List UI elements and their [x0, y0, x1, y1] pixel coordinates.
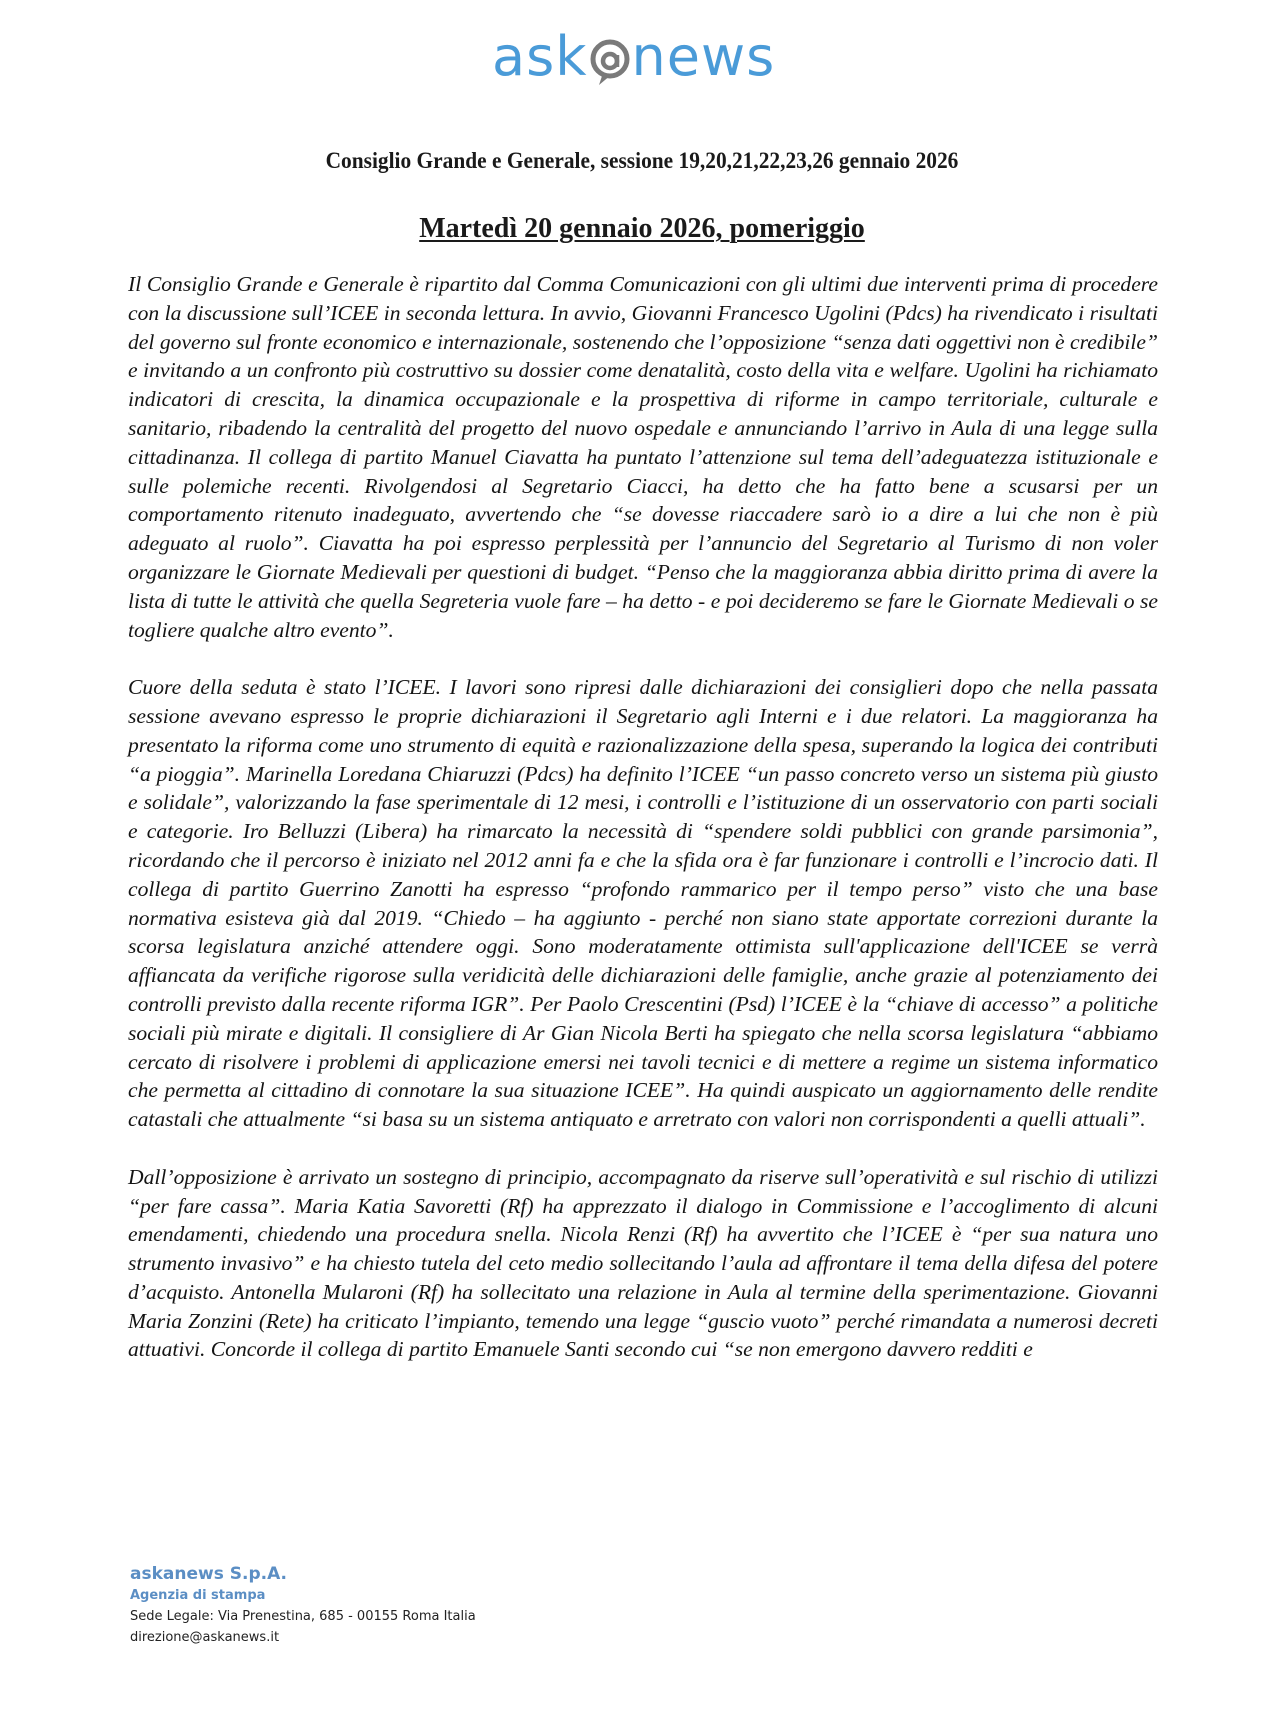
footer-agency-label: Agenzia di stampa [130, 1588, 266, 1603]
footer-email-link[interactable]: direzione@askanews.it [130, 1630, 280, 1645]
article-paragraph: Il Consiglio Grande e Generale è ripartito dal Comma Comunicazioni con gli ultimi due interventi prima di procedere con la discussione sull’ICEE in seconda lettura. In avvio, Giovanni Francesco Ugolini (Pdcs) ha rivendicato i risultati del governo sul fronte economico e internazionale, sostenendo che l’opposizione “senza dati oggettivi non è credibile” e invitando a un confronto più costruttivo su dossier come denatalità, costo della vita e welfare. Ugolini ha richiamato indicatori di crescita, la dinamica occupazionale e la prospettiva di riforme in campo territoriale, culturale e sanitario, ribadendo la centralità del progetto del nuovo ospedale e annunciando l’arrivo in Aula di una legge sulla cittadinanza. Il collega di partito Manuel Ciavatta ha puntato l’attenzione sul tema dell’adeguatezza istituzionale e sulle polemiche recenti. Rivolgendosi al Segretario Ciacci, ha detto che ha fatto bene a scusarsi per un comportamento ritenuto inadeguato, avvertendo che “se dovesse riaccadere sarò io a dire a lui che non è più adeguato al ruolo”. Ciavatta ha poi espresso perplessità per l’annuncio del Segretario al Turismo di non voler organizzare le Giornate Medievali per questioni di budget. “Penso che la maggioranza abbia diritto prima di avere la lista di tutte le attività che quella Segreteria vuole fare – ha detto - e poi decideremo se fare le Giornate Medievali o se togliere qualche altro evento”. [128, 272, 1158, 642]
askanews-logo [492, 24, 812, 90]
article-paragraph: Dall’opposizione è arrivato un sostegno di principio, accompagnato da riserve sull’operatività e sul rischio di utilizzi “per fare cassa”. Maria Katia Savoretti (Rf) ha apprezzato il dialogo in Commissione e l’accoglimento di alcuni emendamenti, chiedendo una procedura snella. Nicola Renzi (Rf) ha avvertito che l’ICEE è “per sua natura uno strumento invasivo” e ha chiesto tutela del ceto medio sollecitando l’aula ad affrontare il tema della difesa del potere d’acquisto. Antonella Mularoni (Rf) ha sollecitato una relazione in Aula al termine della sperimentazione. Giovanni Maria Zonzini (Rete) ha criticato l’impianto, temendo una legge “guscio vuoto” perché rimandata a numerosi decreti attuativi. Concorde il collega di partito Emanuele Santi secondo cui “se non emergono davvero redditi e [128, 1164, 1158, 1362]
session-title: Consiglio Grande e Generale, sessione 19,20,21,22,23,26 gennaio 2026 [325, 148, 959, 173]
article-paragraph: Cuore della seduta è stato l’ICEE. I lavori sono ripresi dalle dichiarazioni dei consiglieri dopo che nella passata sessione avevano espresso le proprie dichiarazioni il Segretario agli Interni e i due relatori. La maggioranza ha presentato la riforma come uno strumento di equità e razionalizzazione della spesa, superando la logica dei contributi “a pioggia”. Marinella Loredana Chiaruzzi (Pdcs) ha definito l’ICEE “un passo concreto verso un sistema più giusto e solidale”, valorizzando la fase sperimentale di 12 mesi, i controlli e l’istituzione di un osservatorio con parti sociali e categorie. Iro Belluzzi (Libera) ha rimarcato la necessità di “spendere soldi pubblici con grande parsimonia”, ricordando che il percorso è iniziato nel 2012 anni fa e che la sfida ora è far funzionare i controlli e l’incrocio dati. Il collega di partito Guerrino Zanotti ha espresso “profondo rammarico per il tempo perso” visto che una base normativa esisteva già dal 2019. “Chiedo – ha aggiunto - perché non siano state apportate correzioni durante la scorsa legislatura anziché attendere oggi. Sono moderatamente ottimista sull'applicazione dell'ICEE se verrà affiancata da verifiche rigorose sulla veridicità delle dichiarazioni delle famiglie, anche grazie al potenziamento dei controlli previsto dalla recente riforma IGR”. Per Paolo Crescentini (Psd) l’ICEE è la “chiave di accesso” a politiche sociali più mirate e digitali. Il consigliere di Ar Gian Nicola Berti ha spiegato che nella scorsa legislatura “abbiamo cercato di risolvere i problemi di applicazione emersi nei tavoli tecnici e di mettere a regime un sistema informatico che permetta al cittadino di connotare la sua situazione ICEE”. Ha quindi auspicato un aggiornamento delle rendite catastali che attualmente “si basa su un sistema antiquato e arretrato con valori non corrispondenti a quelli attuali”. [128, 675, 1158, 1132]
day-title-text: Martedì 20 gennaio 2026, pomeriggio [419, 213, 865, 244]
footer-company-name: askanews S.p.A. [130, 1564, 288, 1584]
logo-text-ask: ask [492, 25, 588, 88]
article-body [128, 270, 1158, 1393]
footer-address: Sede Legale: Via Prenestina, 685 - 00155 Roma Italia [130, 1609, 476, 1624]
footer-letterhead [130, 1562, 476, 1648]
logo-text-news: news [631, 25, 776, 88]
day-title [0, 213, 1284, 245]
at-speech-bubble-icon [589, 31, 631, 83]
